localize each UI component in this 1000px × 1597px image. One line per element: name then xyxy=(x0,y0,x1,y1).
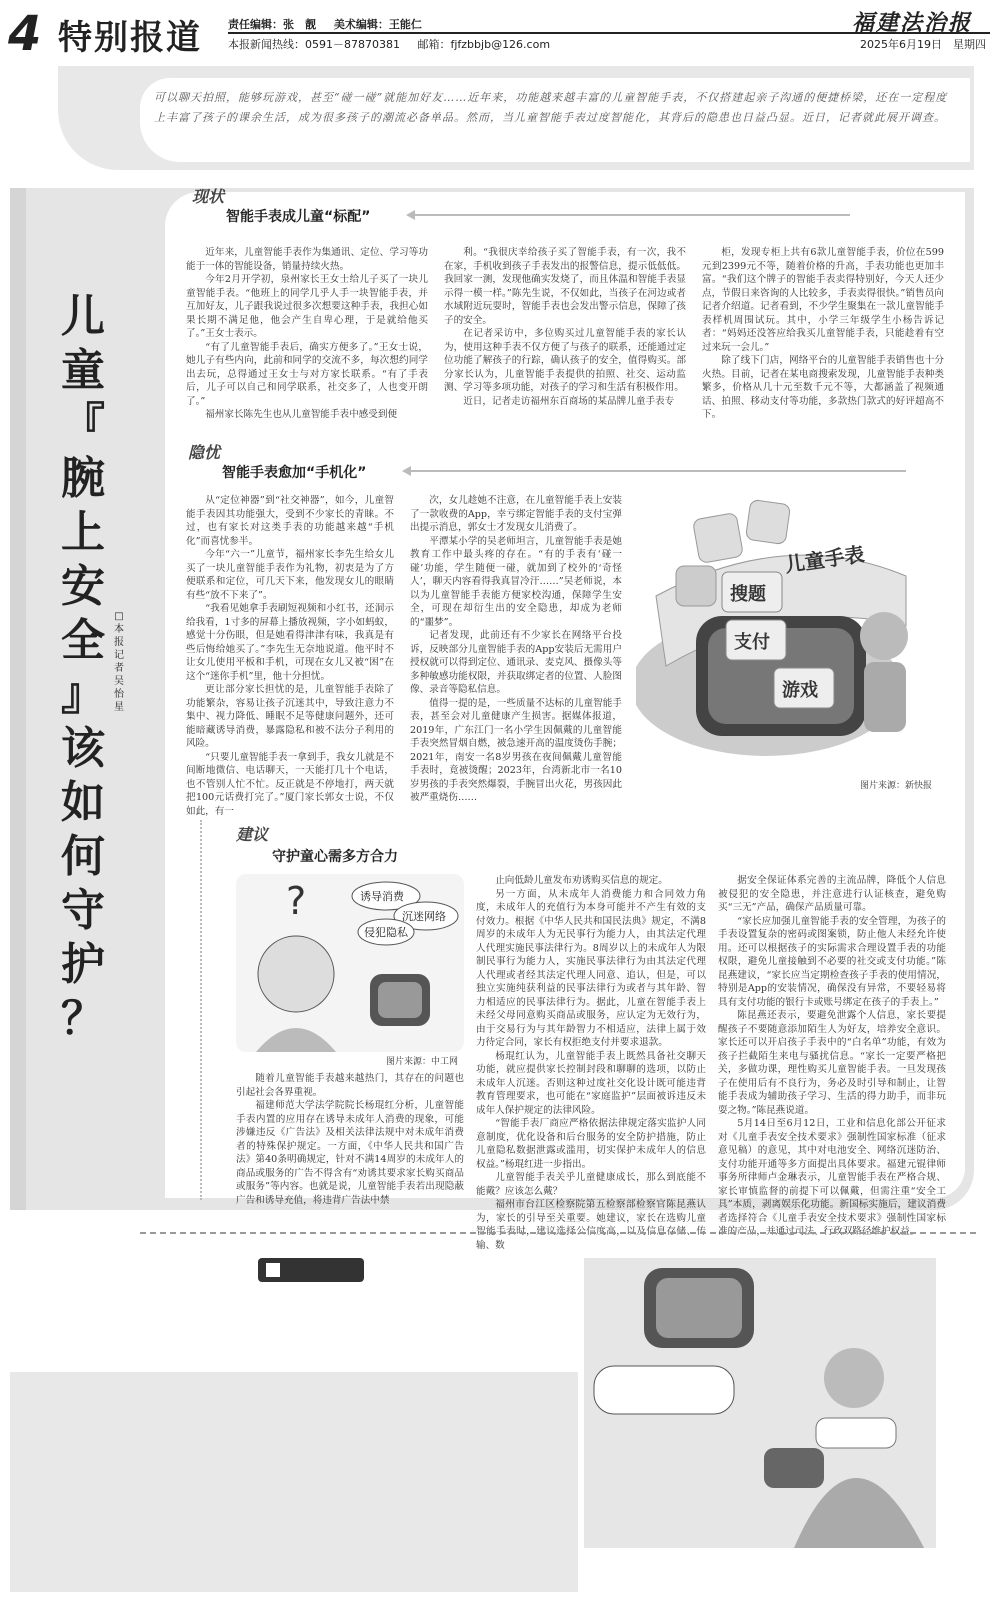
art-editor: 美术编辑：王能仁 xyxy=(333,18,422,31)
kids-watch-illustration xyxy=(636,486,936,776)
child-body xyxy=(864,662,906,732)
s3-credit: 图片来源：中工网 xyxy=(386,1057,459,1067)
chat-bubble xyxy=(816,1418,896,1448)
bubble-text-3: 侵犯隐私 xyxy=(364,926,408,939)
paragraph: 值得一提的是，一些质量不达标的儿童智能手表，甚至会对儿童健康产生损害。据媒体报道，2019年，广东江门一名小学生因佩戴的儿童智能手表突然冒烟自燃，被急速开高的温度烫伤手腕；2021年，南安一名8岁男孩在夜间佩戴儿童智能手表时，竟被烫醒；2023年，台湾新北市一名10岁男孩的手表突然爆裂，手腕冒出火花，男孩因此被严重烧伤…… xyxy=(410,697,622,803)
bubble-text-2: 沉迷网络 xyxy=(402,910,446,923)
paragraph: 在记者采访中，多位购买过儿童智能手表的家长认为，使用这种手表不仅方便了与孩子的联系，还能通过定位功能了解孩子的行踪，确认孩子的安全，值得购买。部分家长认为，儿童智能手表提供的拍照、社交、运动监测、学习等多项功能，对孩子的学习和生活有积极作用。 xyxy=(444,328,686,393)
main-title-char: 』 xyxy=(61,669,105,720)
paragraph: 近年来，儿童智能手表作为集通讯、定位、学习等功能于一体的智能设备，销量持续火热。 xyxy=(186,247,428,272)
email: 邮箱：fjfzbbjb@126.com xyxy=(417,38,551,51)
s1-kicker: 现状 xyxy=(192,187,225,206)
s2-kicker: 隐忧 xyxy=(188,443,221,462)
s2-col1 xyxy=(186,494,394,818)
paragraph: 从“定位神器”到“社交神器”，如今，儿童智能手表因其功能强大，受到不少家长的青睐。不过，也有家长对这类手表的功能越来越“手机化”而喜忧参半。 xyxy=(186,495,394,547)
comm-kicker xyxy=(258,1258,364,1282)
label-search: 搜题 xyxy=(730,584,766,605)
main-title-char: 全 xyxy=(61,615,105,666)
main-title-char: 上 xyxy=(61,507,105,558)
main-title-char: 守 xyxy=(61,885,105,936)
label-game: 游戏 xyxy=(782,680,818,701)
banner-label: 儿童手表 xyxy=(783,542,866,577)
comm-frame xyxy=(10,1372,578,1592)
wrist-watch xyxy=(764,1448,824,1488)
boy-watch-illustration xyxy=(236,874,464,1052)
paragraph: 杨琨红认为，儿童智能手表上既然具备社交聊天功能，就应提供家长控制封段和聊聊的选项，以防止未成年人沉迷。否则这种过度社交化设计既可能违背教育管理要求，也可能在“家庭监护”层面被诉违反未成年人保护规定的法律风险。 xyxy=(476,1050,706,1116)
paragraph: 柜，发现专柜上共有6款儿童智能手表，价位在599元到2399元不等，随着价格的升高，手表功能也更加丰富。“我们这个牌子的智能手表卖得特别好，今天人还少点，节假日来咨询的人比较多，手表卖得很快。”销售员向记者介绍道。记者看到，不少学生聚集在一款儿童智能手表样机周围试玩。其中，小学三年级学生小杨告诉记者：“妈妈还没答应给我买儿童智能手表，只能趁着有空过来玩一会儿。” xyxy=(702,247,944,353)
s3-dotted-guide xyxy=(200,820,202,1200)
paragraph: 更让部分家长担忧的是，儿童智能手表除了功能繁杂，容易让孩子沉迷其中，导致注意力不集中、视力降低、睡眠不足等健康问题外，还可能暗藏诱导消费，暴露隐私和被不法分子利用的风险。 xyxy=(186,684,394,749)
big-watch-face xyxy=(656,1278,742,1338)
paragraph: 今年2月开学初，泉州家长王女士给儿子买了一块儿童智能手表。“他班上的同学几乎人手一块智能手表，并互加好友，儿子跟我说过很多次想要这种手表，我担心如果长期不满足他，他会产生自卑心理，于是就给他买了。”王女士表示。 xyxy=(186,274,428,339)
paragraph: 福建师范大学法学院院长杨琨红分析，儿童智能手表内置的应用存在诱导未成年人消费的现象，可能涉嫌违反《广告法》及相关法律法规中对未成年消费者的特殊保护规定。一方面，《中华人民共和国广告法》第40条明确规定，针对不满14周岁的未成年人的商品或服务的广告不得含有“劝诱其要求家长购买商品或服务”等内容。也就是说，儿童智能手表若出现隐蔽广告和诱导充值，将违背广告法中禁 xyxy=(236,1100,464,1206)
byline: □本报记者 吴怡星 xyxy=(114,611,124,713)
s1-col2 xyxy=(444,246,686,408)
s1-col1 xyxy=(186,246,428,422)
s2-col2 xyxy=(410,494,622,805)
paragraph: “家长应加强儿童智能手表的安全管理，为孩子的手表设置复杂的密码或图案锁，防止他人未经允许使用。还可以根据孩子的实际需求合理设置手表的功能权限，避免儿童接触到不必要的社交或支付功能。”陈昆燕建议，“家长应当定期检查孩子手表的使用情况，特别是App的安装情况，确保没有异常，不要轻易将具有支付功能的银行卡或账号绑定在孩子的手表上。” xyxy=(718,915,946,1008)
main-title-char: ？ xyxy=(61,993,105,1044)
paragraph: 平潭某小学的吴老师坦言，儿童智能手表是她教育工作中最头疼的存在。“有的手表有‘碰一碰’功能，学生随便一碰，就加到了校外的‘奇怪人’，聊天内容看得我真冒冷汗……”吴老师说，本以为儿童智能手表能方便家校沟通，保障学生安全，可现在却衍生出的安全隐患，却成为老师的“噩梦”。 xyxy=(410,535,622,628)
editor-info xyxy=(228,16,436,32)
paragraph: “只要儿童智能手表一拿到手，我女儿就是不间断地微信、电话聊天，一天能打几十个电话，也不管别人忙不忙。反正就是不停地打，两天就把100元话费打完了。”厦门家长郭女士说，不仅如此，有一 xyxy=(186,751,394,817)
left-strip xyxy=(10,188,26,1210)
paragraph: 今年“六一”儿童节，福州家长李先生给女儿买了一块儿童智能手表作为礼物，初衷是为了方便联系和定位，可几天下来，他发现女儿的眼睛有些“放不下来了”。 xyxy=(186,549,394,601)
lead-box xyxy=(140,78,970,162)
s3-col1 xyxy=(236,1072,464,1207)
app-icon-location xyxy=(745,499,790,544)
paragraph: “我看见她拿手表刷短视频和小红书，还洞示给我看，1寸多的屏幕上播放视频，字小如蚂蚁，感觉十分伤眼，但是她看得津津有味，我真是有些后悔给她买了。”李先生无奈地说道。他平时不让女儿使用平板和手机，可现在女儿又被“困”在这个“迷你手机”里，他十分担忧。 xyxy=(186,603,394,682)
paragraph: 福州市台江区检察院第五检察部检察官陈昆燕认为，家长的引导至关重要。她建议，家长在选购儿童智能手表时，建议选择公信度高，以及信息存储、传输、数 xyxy=(476,1199,706,1251)
s2-heading: 智能手表愈加“手机化” xyxy=(222,465,367,481)
main-title-char: 护 xyxy=(61,939,105,990)
hotline: 本报新闻热线：0591－87870381 xyxy=(228,38,400,51)
question-mark-icon: ? xyxy=(286,879,307,923)
paragraph: “有了儿童智能手表后，确实方便多了。”王女士说，她儿子有些内向，此前和同学的交流不多，每次想约同学出去玩，总得通过王女士与对方家长联系。“有了手表后，儿子可以自己和同学联系，社交多了，人也变开朗了。” xyxy=(186,341,428,407)
paragraph: 记者发现，此前还有不少家长在网络平台投诉，反映部分儿童智能手表的App安装后无需用户授权就可以得到定位、通讯录、麦克风、摄像头等多种敏感功能权限，并获取绑定者的位置、人脸图像、录音等隐私信息。 xyxy=(410,630,622,695)
section-name: 特别报道 xyxy=(58,18,202,58)
s1-col3 xyxy=(702,246,944,422)
paragraph: “智能手表厂商应严格依据法律规定落实监护人同意制度，优化设备和后台服务的安全防护措施，防止儿童隐私数据泄露或滥用，切实保护未成年人的信息权益。”杨琨红进一步指出。 xyxy=(476,1118,706,1170)
issue-date: 2025年6月19日 星期四 xyxy=(860,38,986,51)
paragraph: 5月14日至6月12日，工业和信息化部公开征求对《儿童手表安全技术要求》强制性国家标准（征求意见稿）的意见，其中对电池安全、网络沉迷防治、支付功能开通等多方面提出具体要求。福建元锟律师事务所律师卢金琳表示，儿童智能手表在严格合规、家长审慎监督的前提下可以佩戴，但需注重“安全工具”本质，剥离娱乐化功能。新国标实施后，建议消费者选择符合《儿童手表安全技术要求》强制性国家标准的产品，并通过司法、行政双路径维护权益。 xyxy=(718,1118,946,1237)
section-separator xyxy=(140,1232,976,1234)
s2-illustration xyxy=(636,486,936,776)
s3-col2 xyxy=(476,874,706,1252)
paragraph: 近日，记者走访福州东百商场的某品牌儿童手表专 xyxy=(463,395,675,407)
paragraph: 儿童智能手表关乎儿童健康成长，那么到底能不能戴？应该怎么戴？ xyxy=(476,1172,706,1197)
s1-arrow xyxy=(410,214,850,216)
s3-kicker: 建议 xyxy=(236,825,269,844)
lead-text: 可以聊天拍照，能够玩游戏，甚至“碰一碰”就能加好友……近年来，功能越来越丰富的儿童智能手表，不仅搭建起亲子沟通的便捷桥梁，还在一定程度上丰富了孩子的课余生活，成为很多孩子的潮流必备单品。然而，当儿童智能手表过度智能化，其背后的隐患也日益凸显。近日，记者就此展开调查。 xyxy=(154,91,948,124)
main-title-char: 如 xyxy=(61,777,105,828)
paragraph: 另一方面，从未成年人消费能力和合同效力角度，未成年人的充值行为本身可能并不产生有效的支付效力。根据《中华人民共和国民法典》规定，不满8周岁的未成年人为无民事行为能力人，由其法定代理人代理实施民事法律行为。8周岁以上的未成年人为限制民事行为能力人，实施民事法律行为由其法定代理人代理或者经其法定代理人同意、追认，但是，可以独立实施纯获利益的民事法律行为或者与其年龄、智力相适应的民事法律行为。据此，儿童在智能手表上未经父母同意购买商品或服务，应认定为无效行为，由于交易行为与其年龄智力不相适应，法律上属于效力待定合同，家长有权拒绝支付并要求退款。 xyxy=(476,888,706,1048)
main-title-char: 童 xyxy=(61,345,105,396)
main-title xyxy=(48,290,118,1046)
main-title-char: 该 xyxy=(61,723,105,774)
app-icon-chat xyxy=(693,513,744,564)
paragraph: 除了线下门店，网络平台的儿童智能手表销售也十分火热。目前，记者在某电商搜索发现，儿童智能手表种类繁多，价格从几十元至数千元不等，大都涵盖了视频通话、拍照、移动支付等功能，多款热门款式的好评超高不下。 xyxy=(702,355,944,420)
contact-info xyxy=(228,36,564,52)
page-number: 4 xyxy=(8,6,42,62)
paper-logo: 福建法治报 xyxy=(851,10,972,36)
paragraph: 次，女儿趁她不注意，在儿童智能手表上安装了一款收费的App，幸亏绑定智能手表的支付宝弹出提示消息，郭女士才发现女儿消费了。 xyxy=(410,495,622,533)
watch-face xyxy=(378,982,422,1018)
comm-illustration xyxy=(584,1258,936,1548)
paragraph: 陈昆燕还表示，要避免泄露个人信息，家长要提醒孩子不要随意添加陌生人为好友，培养安全意识。家长还可以开启孩子手表中的“白名单”功能，有效为孩子拦截陌生来电与骚扰信息。“家长一定要严格把关，多做功课，理性购买儿童智能手表。一旦发现孩子在使用后有不良行为，务必及时引导和制止，让智能手表成为辅助孩子学习、生活的得力助手，而非玩耍之物。”陈昆燕说道。 xyxy=(718,1010,946,1116)
s2-arrow xyxy=(406,470,906,472)
bubble-text-1: 诱导消费 xyxy=(360,890,404,903)
paragraph: 随着儿童智能手表越来越热门，其存在的问题也引起社会各界重视。 xyxy=(236,1073,464,1098)
s2-credit: 图片来源：新快报 xyxy=(860,781,933,791)
paragraph: 止向低龄儿童发布劝诱购买信息的规定。 xyxy=(495,875,668,886)
main-title-char: 腕 xyxy=(61,453,105,504)
app-icon-music xyxy=(676,566,716,606)
paragraph: 福州家长陈先生也从儿童智能手表中感受到便 xyxy=(205,409,398,420)
main-title-char: 何 xyxy=(61,831,105,882)
child-head xyxy=(860,612,908,660)
s3-heading: 守护童心需多方合力 xyxy=(272,849,398,865)
main-title-char: 『 xyxy=(61,399,105,450)
main-title-char: 安 xyxy=(61,561,105,612)
paragraph: 据安全保证体系完善的主流品牌，降低个人信息被侵犯的安全隐患，并注意进行认证核查，避免购买“三无”产品，确保产品质量可靠。 xyxy=(718,875,946,913)
label-pay: 支付 xyxy=(734,632,770,653)
main-title-char: 儿 xyxy=(61,291,105,342)
question-bubble xyxy=(594,1366,734,1414)
s1-heading: 智能手表成儿童“标配” xyxy=(226,209,371,225)
paragraph: 利。“我很庆幸给孩子买了智能手表，有一次，我不在家，手机收到孩子手表发出的报警信息，提示低低低。我回家一测，发现他确实发烧了，而且体温和智能手表显示得一模一样。”陈先生说，不仅如此，当孩子在河边或者水域附近玩耍时，智能手表也会发出警示信息，保障了孩子的安全。 xyxy=(444,247,686,326)
s3-col3 xyxy=(718,874,946,1239)
editor: 责任编辑：张 靓 xyxy=(228,18,316,31)
boy-head xyxy=(258,936,334,1012)
s3-illustration xyxy=(236,874,464,1052)
kid-watch-photo xyxy=(584,1258,936,1548)
kid-head xyxy=(824,1348,884,1408)
